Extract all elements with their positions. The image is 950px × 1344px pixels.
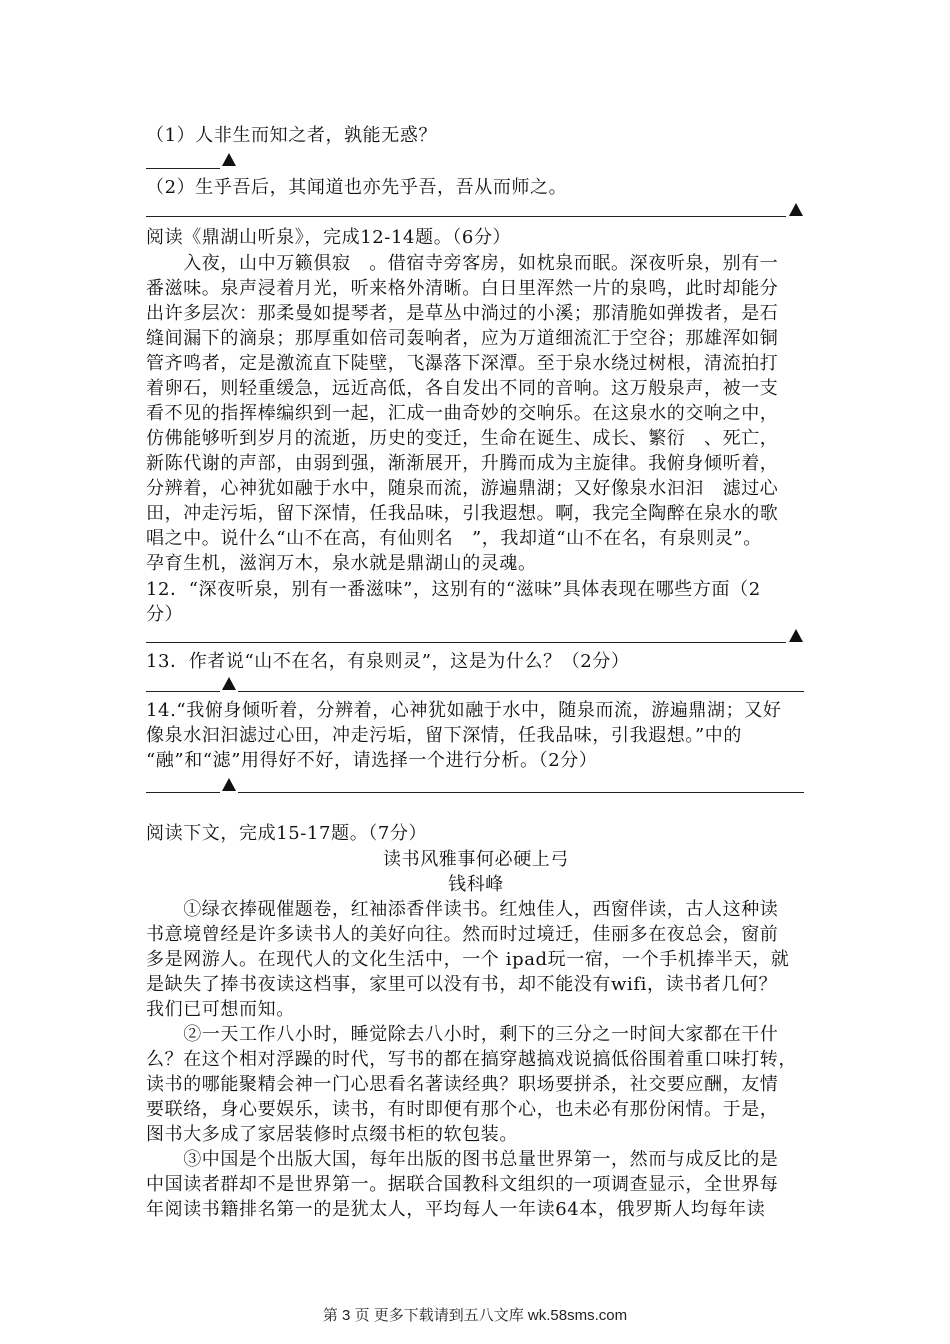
passage1-instruction: 阅读《鼎湖山听泉》，完成12-14题。（6分） xyxy=(146,227,512,248)
passage1-line: 唱之中。说什么“山不在高，有仙则名 ”，我却道“山不在名，有泉则灵”。 xyxy=(146,528,762,549)
passage1-line: 出许多层次：那柔曼如提琴者，是草丛中淌过的小溪；那清脆如弹拨者，是石 xyxy=(146,303,779,324)
answer-line xyxy=(146,216,786,217)
translation-q2: （2）生乎吾后，其闻道也亦先乎吾，吾从而师之。 xyxy=(146,177,568,198)
passage1-line: 仿佛能够听到岁月的流逝，历史的变迁，生命在诞生、成长、繁衍 、死亡， xyxy=(146,428,779,449)
question-12: 12．“深夜听泉，别有一番滋味”，这别有的“滋味”具体表现在哪些方面（2 xyxy=(146,579,761,600)
passage2-line: 图书大多成了家居装修时点缀书柜的软包装。 xyxy=(146,1124,518,1145)
passage1-line: 孕育生机，滋润万木，泉水就是鼎湖山的灵魂。 xyxy=(146,553,537,574)
triangle-icon xyxy=(789,203,803,216)
translation-q1: （1）人非生而知之者，孰能无惑？ xyxy=(146,125,438,146)
passage1-line: 田，冲走污垢，留下深情，任我品味，引我遐想。啊，我完全陶醉在泉水的歌 xyxy=(146,503,779,524)
passage1-line: 分辨着，心神犹如融于水中，随泉而流，游遍鼎湖；又好像泉水汩汩 滤过心 xyxy=(146,478,779,499)
passage2-line: 要联络，身心要娱乐，读书，有时即便有那个心，也未必有那份闲情。于是， xyxy=(146,1099,779,1120)
question-12-cont: 分） xyxy=(146,604,184,625)
answer-line xyxy=(146,691,220,692)
passage2-line: 年阅读书籍排名第一的是犹太人，平均每人一年读64本，俄罗斯人均每年读 xyxy=(146,1199,766,1220)
passage1-line: 缝间漏下的滴泉；那厚重如倍司轰响者，应为万道细流汇于空谷；那雄浑如铜 xyxy=(146,328,779,349)
answer-line xyxy=(146,642,786,643)
question-14-cont: “融”和“滤”用得好不好，请选择一个进行分析。（2分） xyxy=(146,750,598,771)
answer-line xyxy=(238,792,804,793)
article-author: 钱科峰 xyxy=(448,874,504,895)
passage2-line: ③中国是个出版大国，每年出版的图书总量世界第一，然而与成反比的是 xyxy=(146,1149,779,1170)
question-14-cont: 像泉水汩汩滤过心田，冲走污垢，留下深情，任我品味，引我遐想。”中的 xyxy=(146,725,742,746)
passage1-line: 入夜，山中万籁俱寂 。借宿寺旁客房，如枕泉而眠。深夜听泉，别有一 xyxy=(146,253,779,274)
triangle-icon xyxy=(789,629,803,642)
passage2-line: 是缺失了捧书夜读这档事，家里可以没有书，却不能没有wifi，读书者几何？ xyxy=(146,974,778,995)
passage1-line: 管齐鸣者，定是激流直下陡壁，飞瀑落下深潭。至于泉水绕过树根，清流拍打 xyxy=(146,353,779,374)
passage2-line: 多是网游人。在现代人的文化生活中，一个 ipad玩一宿，一个手机捧半天，就 xyxy=(146,949,790,970)
passage2-line: 我们已可想而知。 xyxy=(146,999,295,1020)
triangle-icon xyxy=(222,778,236,791)
answer-line xyxy=(238,691,804,692)
passage2-line: 书意境曾经是许多读书人的美好向往。然而时过境迁，佳丽多在夜总会，窗前 xyxy=(146,924,779,945)
passage2-line: ②一天工作八小时，睡觉除去八小时，剩下的三分之一时间大家都在干什 xyxy=(146,1024,779,1045)
passage2-instruction: 阅读下文，完成15-17题。（7分） xyxy=(146,823,428,844)
question-14: 14.“我俯身倾听着，分辨着，心神犹如融于水中，随泉而流，游遍鼎湖；又好 xyxy=(146,700,782,721)
passage1-line: 新陈代谢的声部，由弱到强，渐渐展开，升腾而成为主旋律。我俯身倾听着， xyxy=(146,453,779,474)
passage2-line: ①绿衣捧砚催题卷，红袖添香伴读书。红烛佳人，西窗伴读，古人这种读 xyxy=(146,899,779,920)
passage2-line: 中国读者群却不是世界第一。据联合国教科文组织的一项调查显示，全世界每 xyxy=(146,1174,779,1195)
triangle-icon xyxy=(222,677,236,690)
triangle-icon xyxy=(222,153,236,166)
passage2-line: 读书的哪能聚精会神一门心思看名著读经典？职场要拼杀，社交要应酬，友情 xyxy=(146,1074,779,1095)
passage1-line: 着卵石，则轻重缓急，远近高低，各自发出不同的音响。这万般泉声，被一支 xyxy=(146,378,779,399)
passage1-line: 看不见的指挥棒编织到一起，汇成一曲奇妙的交响乐。在这泉水的交响之中， xyxy=(146,403,779,424)
question-13: 13．作者说“山不在名，有泉则灵”，这是为什么？（2分） xyxy=(146,651,630,672)
passage1-line: 番滋味。泉声浸着月光，听来格外清晰。白日里浑然一片的泉鸣，此时却能分 xyxy=(146,278,779,299)
page-footer: 第 3 页 更多下载请到五八文库 wk.58sms.com xyxy=(322,1307,628,1324)
article-title: 读书风雅事何必硬上弓 xyxy=(383,849,569,870)
passage2-line: 么？在这个相对浮躁的时代，写书的都在搞穿越搞戏说搞低俗围着重口味打转， xyxy=(146,1049,797,1070)
answer-line xyxy=(146,168,220,169)
answer-line xyxy=(146,792,220,793)
